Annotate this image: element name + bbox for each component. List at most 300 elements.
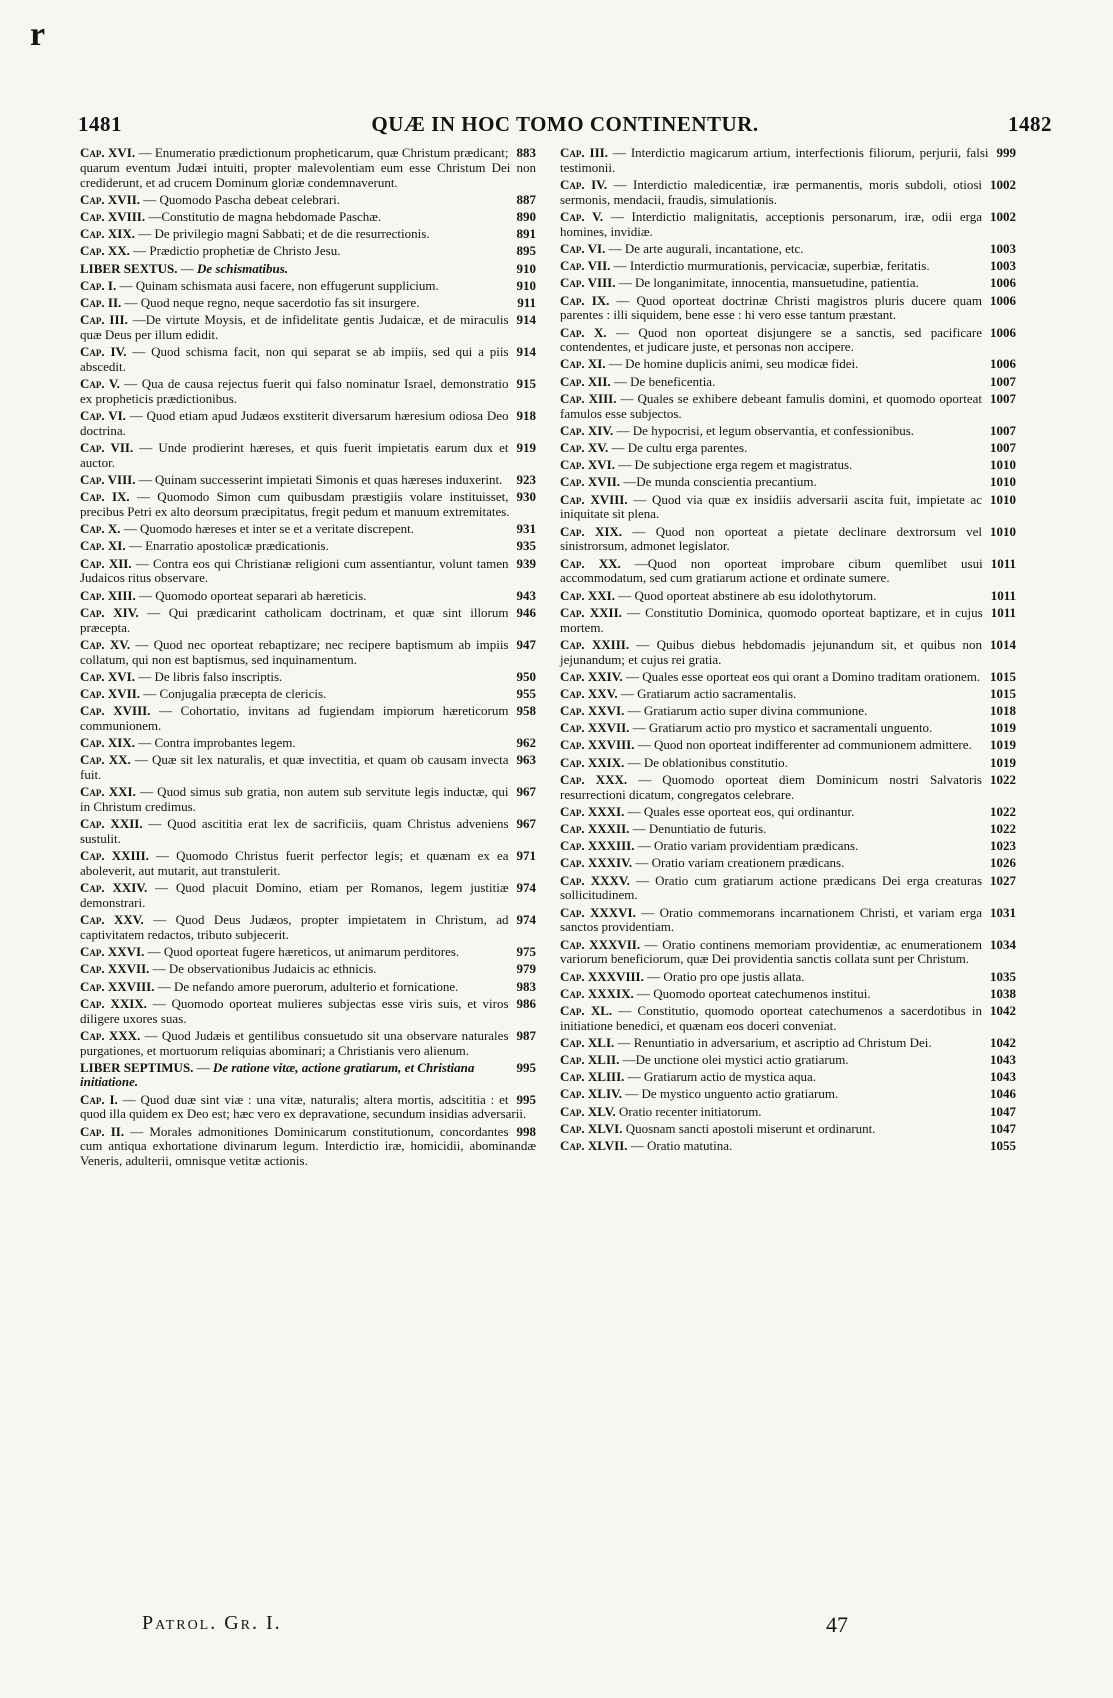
chapter-label: Cap. XXVI.	[560, 703, 625, 719]
toc-entry	[80, 687, 536, 702]
entry-page: 1015	[990, 685, 1016, 701]
entry-page: 1047	[990, 1103, 1016, 1119]
entry-text: — Oratio commemorans incarnationem Christi, et variam erga sanctos providentiam.	[560, 904, 983, 935]
entry-text: — Gratiarum actio sacramentalis.	[620, 685, 797, 701]
toc-entry	[560, 1139, 1016, 1154]
entry-text: — Quod Deus Judæos, propter impietatem in Christum, ad captivitatem redactos, tributo subjecerit.	[80, 912, 509, 942]
entry-page: 1011	[990, 555, 1016, 571]
chapter-label: Cap. XX.	[560, 555, 621, 571]
entry-page: 910	[516, 260, 536, 276]
entry-text: — Gratiarum actio super divina communione.	[627, 703, 868, 719]
toc-entry	[560, 392, 1016, 422]
entry-page: 914	[516, 312, 536, 328]
entry-text: — Quomodo oporteat separari ab hæreticis.	[138, 587, 367, 603]
toc-entry	[80, 441, 536, 471]
entry-page: 930	[516, 489, 536, 505]
entry-page: 950	[516, 668, 536, 684]
chapter-label: Cap. XXVI.	[80, 944, 145, 960]
entry-page: 999	[996, 145, 1016, 160]
toc-entry	[80, 210, 536, 225]
toc-entry	[560, 326, 1016, 356]
footer-signature: Patrol. Gr. I.	[142, 1612, 282, 1634]
toc-entry	[560, 1053, 1016, 1068]
entry-page: 895	[516, 243, 536, 259]
toc-entry	[560, 357, 1016, 372]
entry-text: — Qui prædicarint catholicam doctrinam, et quæ sint illorum præcepta.	[80, 604, 509, 635]
chapter-label: Cap. XI.	[560, 356, 606, 372]
entry-text: — Contra improbantes legem.	[138, 735, 296, 751]
chapter-label: Cap. X.	[560, 324, 607, 340]
entry-text: — Quales esse oporteat eos qui orant a Domino traditam orationem.	[625, 668, 981, 684]
entry-page: 962	[516, 735, 536, 751]
chapter-label: Cap. V.	[560, 208, 604, 224]
toc-entry	[80, 785, 536, 815]
toc-entry	[560, 805, 1016, 820]
chapter-label: Cap. XVIII.	[560, 491, 628, 507]
toc-entry	[80, 193, 536, 208]
toc-entry	[560, 856, 1016, 871]
toc-entry	[560, 1122, 1016, 1137]
chapter-label: Cap. XVIII.	[80, 703, 151, 719]
entry-text: — Constitutio, quomodo oporteat catechumenos a sacerdotibus in initiatione benedici, et quænam eos doceri conveniat.	[560, 1002, 982, 1033]
chapter-label: Cap. XXX.	[560, 771, 628, 787]
toc-entry	[80, 980, 536, 995]
entry-page: 967	[516, 784, 536, 800]
toc-entry	[560, 375, 1016, 390]
chapter-label: Cap. XVII.	[80, 685, 141, 701]
entry-page: 883	[516, 145, 536, 160]
chapter-label: Cap. XXI.	[80, 784, 136, 800]
chapter-label: Cap. XXXV.	[560, 872, 630, 888]
chapter-label: Cap. XVI.	[560, 457, 615, 473]
entry-page: 890	[516, 208, 536, 224]
toc-entry	[560, 721, 1016, 736]
page-number-right: 1482	[1008, 112, 1052, 136]
entry-text: — Unde prodierint hæreses, et quis fuerit impietatis earum dux et auctor.	[80, 440, 509, 470]
entry-page: 1022	[990, 821, 1016, 836]
entry-text: — Oratio pro ope justis allata.	[647, 968, 805, 984]
chapter-label: Cap. I.	[80, 277, 117, 293]
entry-page: 1022	[990, 803, 1016, 819]
chapter-label: Cap. XVI.	[80, 145, 136, 160]
toc-entry	[560, 1070, 1016, 1085]
entry-page: 1046	[990, 1086, 1016, 1102]
entry-text: — Quod neque regno, neque sacerdotio fas sit insurgere.	[124, 294, 420, 310]
entry-text: — De longanimitate, innocentia, mansuetudine, patientia.	[618, 275, 919, 291]
entry-page: 914	[516, 344, 536, 360]
entry-page: 891	[516, 226, 536, 242]
entry-text: — Quod non oporteat disjungere se a sanctis, sed pacificare contendentes, et judicare juste, et personas non accipere.	[560, 324, 982, 355]
toc-entry	[80, 704, 536, 734]
chapter-label: Cap. XLI.	[560, 1034, 615, 1050]
toc-entry	[560, 822, 1016, 837]
book-title: LIBER SEPTIMUS.	[80, 1059, 194, 1075]
chapter-label: Cap. XXXVII.	[560, 936, 641, 952]
chapter-label: Cap. XLV.	[560, 1103, 616, 1119]
chapter-label: Cap. XVII.	[80, 191, 141, 207]
entry-text: — Quomodo oporteat diem Dominicum nostri Salvatoris resurrectioni dicatum, congregatos celebrare.	[560, 771, 982, 802]
chapter-label: Cap. XIII.	[560, 390, 617, 406]
chapter-label: Cap. XXIX.	[560, 754, 625, 770]
entry-text: — Quod placuit Domino, etiam per Romanos, legem justitiæ demonstrari.	[80, 880, 509, 910]
toc-entry	[80, 736, 536, 751]
entry-text: — De beneficentia.	[613, 373, 716, 389]
entry-page: 911	[517, 294, 536, 310]
chapter-label: Cap. XLVII.	[560, 1138, 628, 1153]
toc-entry	[80, 753, 536, 783]
chapter-label: Cap. XXXIX.	[560, 985, 634, 1001]
chapter-label: Cap. V.	[80, 376, 120, 392]
entry-page: 955	[516, 685, 536, 701]
chapter-label: Cap. XXXVI.	[560, 904, 636, 920]
entry-page: 995	[516, 1059, 536, 1075]
entry-page: 979	[516, 961, 536, 977]
toc-entry	[80, 945, 536, 960]
chapter-label: Cap. VII.	[560, 258, 611, 274]
chapter-label: Cap. XLIII.	[560, 1069, 625, 1085]
chapter-label: Cap. XIII.	[80, 587, 136, 603]
entry-page: 1007	[990, 422, 1016, 438]
toc-entry	[80, 539, 536, 554]
chapter-label: Cap. XVII.	[560, 474, 621, 490]
entry-text: — Quomodo Christus fuerit perfector legis; et quænam ex ea aboleverit, aut mutarit, aut transtulerit.	[80, 848, 509, 878]
toc-entry	[560, 1036, 1016, 1051]
chapter-label: Cap. XV.	[560, 440, 609, 456]
chapter-label: Cap. XX.	[80, 752, 131, 768]
entry-page: 1011	[990, 604, 1016, 620]
entry-page: 1007	[990, 373, 1016, 389]
chapter-label: Cap. XXXI.	[560, 803, 625, 819]
entry-page: 1003	[990, 258, 1016, 274]
entry-text: — Enumeratio prædictionum propheticarum, quæ Christum prædicant; quarum eventum Judæi intuiti, propter malevolentiam eum esse Christum Dei non crediderunt, et ad crucem Dominum gloriæ condemnaverunt.	[80, 145, 536, 190]
toc-entry	[80, 473, 536, 488]
entry-text: — Conjugalia præcepta de clericis.	[143, 685, 327, 701]
toc-entry	[560, 1105, 1016, 1120]
entry-text: — Quomodo oporteat catechumenos institui.	[637, 985, 871, 1001]
entry-page: 1055	[990, 1138, 1016, 1153]
entry-text: — Enarratio apostolicæ prædicationis.	[128, 538, 329, 554]
entry-page: 1006	[990, 292, 1016, 308]
chapter-label: Cap. XL.	[560, 1002, 613, 1018]
toc-entry	[80, 409, 536, 439]
entry-text: — Quod schisma facit, non qui separat se ab impiis, sed qui a piis abscedit.	[80, 344, 509, 374]
entry-text: — Quod etiam apud Judæos exstiterit diversarum hæresium odiosa Deo doctrina.	[80, 408, 509, 438]
chapter-label: Cap. XXIV.	[80, 880, 148, 896]
toc-entry	[80, 146, 536, 190]
chapter-label: Cap. XXIII.	[80, 848, 149, 864]
entry-text: Quosnam sancti apostoli miserunt et ordinarunt.	[625, 1120, 876, 1136]
entry-page: 971	[516, 848, 536, 864]
entry-page: 1027	[990, 872, 1016, 888]
entry-text: — Prædictio prophetiæ de Christo Jesu.	[133, 243, 341, 259]
entry-text: — Cohortatio, invitans ad fugiendam impiorum hæreticorum communionem.	[80, 703, 509, 733]
entry-text: — Gratiarum actio de mystica aqua.	[627, 1069, 817, 1085]
entry-text: — Quinam schismata ausi facere, non effugerunt supplicium.	[119, 277, 439, 293]
entry-page: 975	[516, 944, 536, 960]
entry-page: 1006	[990, 356, 1016, 372]
running-title: QUÆ IN HOC TOMO CONTINENTUR.	[371, 112, 759, 136]
toc-entry	[80, 296, 536, 311]
toc-entry	[560, 704, 1016, 719]
entry-page: 1006	[990, 275, 1016, 291]
chapter-label: Cap. XXXII.	[560, 821, 630, 836]
entry-page: 987	[516, 1027, 536, 1043]
toc-entry	[80, 522, 536, 537]
chapter-label: Cap. XXVIII.	[80, 978, 155, 994]
chapter-label: Cap. VII.	[80, 440, 134, 456]
entry-page: 998	[516, 1123, 536, 1139]
entry-page: 1035	[990, 968, 1016, 984]
entry-text: — Quod non oporteat a pietate declinare dextrorsum vel sinistrorsum, admonet legislator.	[560, 523, 983, 554]
book-title: LIBER SEXTUS.	[80, 260, 178, 276]
toc-entry	[80, 817, 536, 847]
chapter-label: Cap. XII.	[560, 373, 611, 389]
entry-text: — Quod duæ sint viæ : una vitæ, naturalis; altera mortis, adscititia : et quod illa quidem ex Deo est; hæc vero ex depravatione, secundum insidias adversarii.	[80, 1091, 527, 1122]
entry-text: — Quod ascititia erat lex de sacrificiis, quam Christus adveniens sustulit.	[80, 816, 509, 847]
entry-page: 1034	[990, 936, 1016, 952]
toc-entry	[560, 687, 1016, 702]
entry-text: — Quæ sit lex naturalis, et quæ invectitia, et quam ob causam invecta fuit.	[80, 752, 509, 783]
entry-page: 915	[516, 376, 536, 392]
entry-page: 963	[516, 752, 536, 768]
entry-text: —Constitutio de magna hebdomade Paschæ.	[148, 208, 382, 224]
entry-text: — Oratio continens memoriam providentiæ, ac enumerationem variorum beneficiorum, quæ Dei providentia sanctis collata sunt per Christum.	[560, 936, 983, 967]
entry-page: 1019	[990, 720, 1016, 736]
chapter-label: Cap. XIV.	[560, 422, 614, 438]
toc-entry	[560, 606, 1016, 636]
toc-entry	[80, 313, 536, 343]
chapter-label: Cap. XII.	[80, 555, 132, 571]
entry-page: 1042	[990, 1002, 1016, 1018]
chapter-label: Cap. XXVIII.	[560, 737, 635, 753]
toc-entry	[560, 773, 1016, 803]
toc-entry	[80, 279, 536, 294]
toc-entry	[80, 1093, 536, 1123]
toc-entry	[560, 638, 1016, 668]
toc-entry	[560, 557, 1016, 587]
entry-text: — De subjectione erga regem et magistratus.	[618, 457, 853, 473]
toc-entry	[560, 242, 1016, 257]
entry-text: — De privilegio magni Sabbati; et de die resurrectionis.	[138, 226, 430, 242]
entry-page: 1019	[990, 754, 1016, 770]
entry-page: 1022	[990, 771, 1016, 787]
entry-page: 974	[516, 912, 536, 928]
toc-entry	[560, 987, 1016, 1002]
entry-page: 1023	[990, 838, 1016, 854]
toc-entry	[560, 839, 1016, 854]
page-number-left: 1481	[78, 112, 122, 136]
toc-entry	[560, 874, 1016, 904]
toc-entry	[80, 1029, 536, 1059]
toc-entry	[560, 670, 1016, 685]
chapter-label: Cap. XIX.	[80, 735, 135, 751]
entry-page: 1026	[990, 855, 1016, 871]
entry-page: 1010	[990, 474, 1016, 490]
entry-text: — Quibus diebus hebdomadis jejunandum sit, et quibus non jejunandum; et cujus rei gratia.	[560, 636, 982, 667]
entry-page: 1042	[990, 1034, 1016, 1050]
entry-page: 967	[516, 816, 536, 832]
chapter-label: Cap. IX.	[560, 292, 610, 308]
chapter-label: Cap. XI.	[80, 538, 126, 554]
entry-text: — Quomodo Simon cum quibusdam præstigiis volare instituisset, precibus Petri ex alto deorsum præcipitatus, fregit pedum et manuum extremitates.	[80, 489, 510, 519]
toc-entry	[560, 458, 1016, 473]
toc-entry	[560, 210, 1016, 240]
chapter-label: Cap. XLIV.	[560, 1086, 622, 1102]
chapter-label: Cap. III.	[80, 312, 128, 328]
entry-page: 1047	[990, 1120, 1016, 1136]
toc-entry	[80, 227, 536, 242]
book-subtitle: De schismatibus.	[197, 260, 289, 276]
chapter-label: Cap. XLVI.	[560, 1120, 623, 1136]
entry-text: — De oblationibus constitutio.	[627, 754, 788, 770]
entry-text: — Oratio cum gratiarum actione prædicans Dei erga creaturas sollicitudinem.	[560, 872, 983, 903]
toc-entry	[80, 244, 536, 259]
entry-page: 1018	[990, 703, 1016, 719]
entry-text: — De libris falso inscriptis.	[138, 668, 283, 684]
chapter-label: Cap. X.	[80, 521, 121, 537]
toc-entry	[560, 493, 1016, 523]
entry-page: 1003	[990, 240, 1016, 256]
entry-text: — Quod oporteat fugere hæreticos, ut animarum perditores.	[147, 944, 460, 960]
entry-text: — Oratio variam providentiam prædicans.	[637, 838, 859, 854]
toc-entry	[80, 345, 536, 375]
entry-text: — Interdictio magicarum artium, interfectionis filiorum, perjurii, falsi testimonii.	[560, 145, 989, 175]
chapter-label: Cap. IV.	[80, 344, 127, 360]
entry-text: — Quod via quæ ex insidiis adversarii ascita fuit, impietate ac iniquitate sit plena.	[560, 491, 982, 522]
chapter-label: Cap. XXIII.	[560, 636, 630, 652]
chapter-label: Cap. XXVII.	[560, 720, 630, 736]
entry-page: 947	[516, 636, 536, 652]
entry-text: — Qua de causa rejectus fuerit qui falso nominatur Israel, demonstratio ex propheticis prædictionibus.	[80, 376, 509, 406]
entry-page: 983	[516, 978, 536, 994]
entry-page: 935	[516, 538, 536, 554]
chapter-label: Cap. XXII.	[560, 604, 622, 620]
entry-page: 910	[516, 277, 536, 293]
chapter-label: Cap. VI.	[80, 408, 126, 424]
toc-entry	[560, 178, 1016, 208]
chapter-label: Cap. XIX.	[560, 523, 623, 539]
entry-page: 958	[516, 703, 536, 719]
entry-page: 946	[516, 604, 536, 620]
entry-text: — De nefando amore puerorum, adulterio et fornicatione.	[157, 978, 459, 994]
chapter-label: Cap. XLII.	[560, 1052, 620, 1068]
entry-page: 887	[516, 191, 536, 207]
toc-entry	[560, 970, 1016, 985]
entry-text: — De mystico unguento actio gratiarum.	[625, 1086, 839, 1102]
toc-entry	[80, 589, 536, 604]
entry-page: 1015	[990, 668, 1016, 684]
entry-text: — Interdictio maledicentiæ, iræ permanentis, moris subdoli, otiosi sermonis, mendacii, fraudis, simulationis.	[560, 176, 982, 207]
chapter-label: Cap. XXVII.	[80, 961, 150, 977]
entry-page: 1010	[990, 457, 1016, 473]
entry-page: 1007	[990, 390, 1016, 406]
entry-page: 931	[516, 521, 536, 537]
entry-page: 918	[516, 408, 536, 424]
entry-page: 1043	[990, 1052, 1016, 1068]
chapter-label: Cap. XXX.	[80, 1027, 141, 1043]
entry-text: — Quod nec oporteat rebaptizare; nec recipere baptismum ab impiis collatum, qui non est baptismus, sed inquinamentum.	[80, 636, 509, 667]
entry-text: — Quod Judæis et gentilibus consuetudo sit una observare naturales purgationes, et mortuorum reliquias abominari; a Christianis vero alienum.	[80, 1027, 509, 1058]
toc-entry	[560, 738, 1016, 753]
chapter-label: Cap. II.	[80, 294, 122, 310]
footer-sheet-number: 47	[826, 1612, 848, 1637]
entry-text: — De cultu erga parentes.	[611, 440, 748, 456]
entry-page: 1011	[990, 587, 1016, 603]
chapter-label: Cap. II.	[80, 1123, 125, 1139]
book-heading: 995 LIBER SEPTIMUS. — De ratione vitæ, actione gratiarum, et Christiana initiatione.	[80, 1059, 536, 1090]
toc-entry	[80, 490, 536, 520]
entry-page: 923	[516, 472, 536, 488]
chapter-label: Cap. XIX.	[80, 226, 135, 242]
entry-text: —De unctione olei mystici actio gratiarum.	[622, 1052, 849, 1068]
chapter-label: Cap. XXXIV.	[560, 855, 633, 871]
left-column	[80, 146, 536, 1171]
entry-text: — Quinam successerint impietati Simonis et quas hæreses induxerint.	[138, 472, 503, 488]
entry-text: — Quomodo Pascha debeat celebrari.	[143, 191, 341, 207]
toc-entry	[560, 294, 1016, 324]
toc-entry	[80, 1125, 536, 1169]
chapter-label: Cap. XXIX.	[80, 995, 147, 1011]
chapter-label: Cap. VIII.	[80, 472, 136, 488]
toc-entry	[560, 475, 1016, 490]
toc-entry	[560, 424, 1016, 439]
entry-text: — Quod oporteat doctrinæ Christi magistros pluris ducere quam parentes : illi siquidem, bene esse : hi vero esse tantum præstant.	[560, 292, 982, 323]
toc-entry	[80, 881, 536, 911]
entry-text: — Renuntiatio in adversarium, et ascriptio ad Christum Dei.	[617, 1034, 932, 1050]
entry-text: — Quales esse oporteat eos, qui ordinantur.	[627, 803, 855, 819]
chapter-label: Cap. XXV.	[80, 912, 144, 928]
entry-text: — Morales admonitiones Dominicarum constitutionum, concordantes cum antiqua exhortatione divinarum legum. Interdictio iræ, homicidii, abominandæ Veneris, adulterii, omnisque vetitæ actionis.	[80, 1123, 536, 1169]
toc-entry	[560, 938, 1016, 968]
book-heading: 910 LIBER SEXTUS. — De schismatibus.	[80, 260, 536, 276]
entry-text: — De hypocrisi, et legum observantia, et confessionibus.	[616, 422, 915, 438]
right-column	[560, 146, 1016, 1156]
chapter-label: Cap. VI.	[560, 240, 606, 256]
toc-entry	[560, 276, 1016, 291]
toc-entry	[80, 962, 536, 977]
toc-entry	[560, 1004, 1016, 1034]
chapter-label: Cap. XXV.	[560, 685, 618, 701]
chapter-label: Cap. XXIV.	[560, 668, 623, 684]
entry-text: — De arte augurali, incantatione, etc.	[608, 240, 804, 256]
chapter-label: Cap. XXII.	[80, 816, 143, 832]
chapter-label: Cap. XXXIII.	[560, 838, 635, 854]
toc-entry	[560, 441, 1016, 456]
chapter-label: Cap. VIII.	[560, 275, 616, 291]
chapter-label: Cap. XVIII.	[80, 208, 146, 224]
corner-mark: r	[30, 16, 46, 53]
toc-entry	[80, 557, 536, 587]
chapter-label: Cap. XXXVIII.	[560, 968, 644, 984]
entry-text: — Interdictio malignitatis, acceptionis personarum, iræ, odii erga homines, invidiæ.	[560, 208, 982, 239]
entry-page: 939	[516, 555, 536, 571]
book-subtitle: De ratione vitæ, actione gratiarum, et Christiana initiatione.	[80, 1059, 475, 1090]
toc-entry	[80, 849, 536, 879]
chapter-label: Cap. XXI.	[560, 587, 615, 603]
entry-page: 1007	[990, 440, 1016, 456]
toc-entry	[80, 997, 536, 1027]
toc-entry	[80, 913, 536, 943]
toc-entry	[560, 259, 1016, 274]
entry-text: — Quales se exhibere debeant famulis domini, et quomodo oporteat famulos esse subjectos.	[560, 390, 982, 421]
toc-entry	[80, 377, 536, 407]
chapter-label: Cap. XIV.	[80, 604, 139, 620]
entry-text: — Gratiarum actio pro mystico et sacramentali unguento.	[632, 720, 933, 736]
entry-text: — Oratio variam creationem prædicans.	[635, 855, 845, 871]
entry-page: 919	[516, 440, 536, 456]
entry-text: —De munda conscientia precantium.	[623, 474, 817, 490]
entry-text: —De virtute Moysis, et de infidelitate gentis Judaicæ, et de miraculis quæ Deus per illum edidit.	[80, 312, 509, 342]
